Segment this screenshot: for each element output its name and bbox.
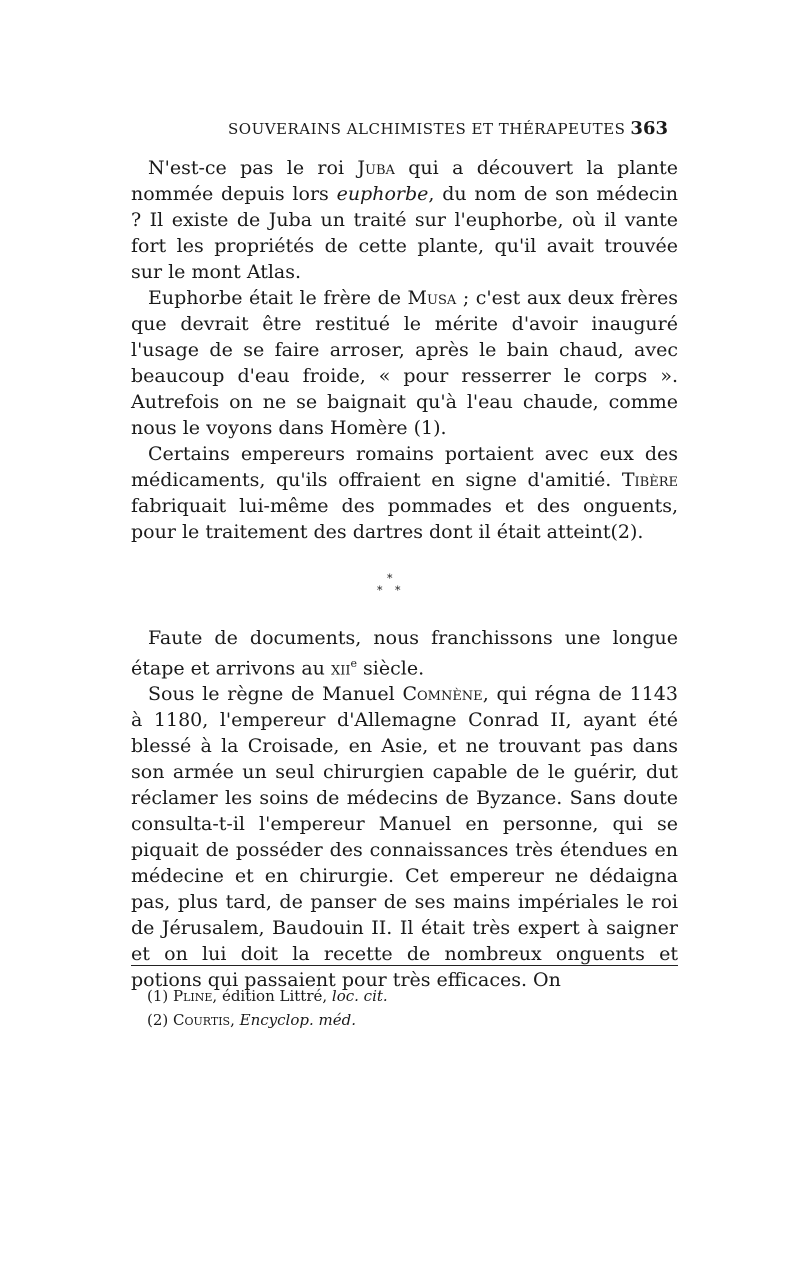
footnote-1 (131, 984, 678, 1008)
paragraph-faute (131, 625, 678, 681)
paragraph-juba (131, 155, 678, 285)
body-text (131, 155, 678, 993)
century-numeral: xii (330, 657, 351, 680)
text-run: Euphorbe était le frère de (148, 287, 408, 309)
name-musa: Musa (407, 287, 457, 309)
section-separator (131, 559, 678, 611)
running-title: SOUVERAINS ALCHIMISTES ET THÉRAPEUTES (228, 120, 626, 138)
footnote-text: , édition Littré, (212, 987, 332, 1005)
century-superscript: e (350, 657, 357, 670)
paragraph-euphorbe (131, 285, 678, 441)
name-tibere: Tibère (621, 469, 678, 491)
text-run: siècle. (357, 657, 425, 680)
term-euphorbe: euphorbe (336, 183, 429, 205)
footnote-number: (2) (147, 1011, 174, 1029)
text-run: Sous le règne de Manuel (148, 683, 403, 706)
paragraph-empereurs (131, 441, 678, 545)
footnote-2 (131, 1008, 678, 1032)
footnote-number: (1) (147, 987, 174, 1005)
footnote-author: Courtis (173, 1011, 231, 1029)
text-run: , du nom de son médecin ? Il existe de Juba un traité sur l'euphorbe, où il vante fort les propriétés de cette plante, qu'il avait trouvée sur le mont Atlas. (131, 183, 678, 283)
page-number: 363 (630, 118, 668, 139)
name-juba: Juba (357, 157, 395, 179)
footnote-rule (131, 965, 678, 966)
text-run: , qui régna de 1143 à 1180, l'empereur d'Allemagne Conrad II, ayant été blessé à la Croisade, en Asie, et ne trouvant pas dans son armée un seul chirurgien capable de le guérir, dut réclamer les soins de médecins de Byzance. Sans doute consulta-t-il l'empereur Manuel en personne, qui se piquait de posséder des connaissances très étendues en médecine et en chirurgie. Cet empereur ne dédaigna pas, plus tard, de panser de ses mains impériales le roi de Jérusalem, Baudouin II. Il était très expert à saigner et on lui doit la recette de nombreux onguents et potions qui passaient pour très efficaces. On (131, 683, 678, 992)
text-run: Faute de documents, nous franchissons une longue étape et arrivons au (131, 627, 678, 680)
footnotes (131, 984, 678, 1032)
footnote-author: Pline (173, 987, 213, 1005)
text-run: Certains empereurs romains portaient avec eux des médicaments, qu'ils offraient en signe d'amitié. (131, 443, 678, 491)
text-run: N'est-ce pas le roi (148, 157, 358, 179)
separator-star: * (377, 584, 383, 597)
separator-star: * (387, 572, 393, 585)
footnote-ref: loc. cit. (331, 987, 388, 1005)
footnote-ref: Encyclop. méd. (239, 1011, 356, 1029)
text-run: ; c'est aux deux frères que devrait être restitué le mérite d'avoir inauguré l'usage de se faire arroser, après le bain chaud, avec beaucoup d'eau froide, « pour resserrer le corps ». Autrefois on ne se baignait qu'à l'eau chaude, comme nous le voyons dans Homère (1). (131, 287, 679, 439)
page-header (228, 118, 668, 139)
text-run: fabriquait lui-même des pommades et des onguents, pour le traitement des dartres dont il était atteint(2). (131, 495, 678, 543)
footnote-text: , (230, 1011, 240, 1029)
text-run: qui a découvert la plante nommée depuis lors (131, 157, 678, 205)
paragraph-comnene (131, 681, 678, 993)
separator-star: * (395, 584, 401, 597)
name-comnene: Comnène (402, 683, 483, 706)
